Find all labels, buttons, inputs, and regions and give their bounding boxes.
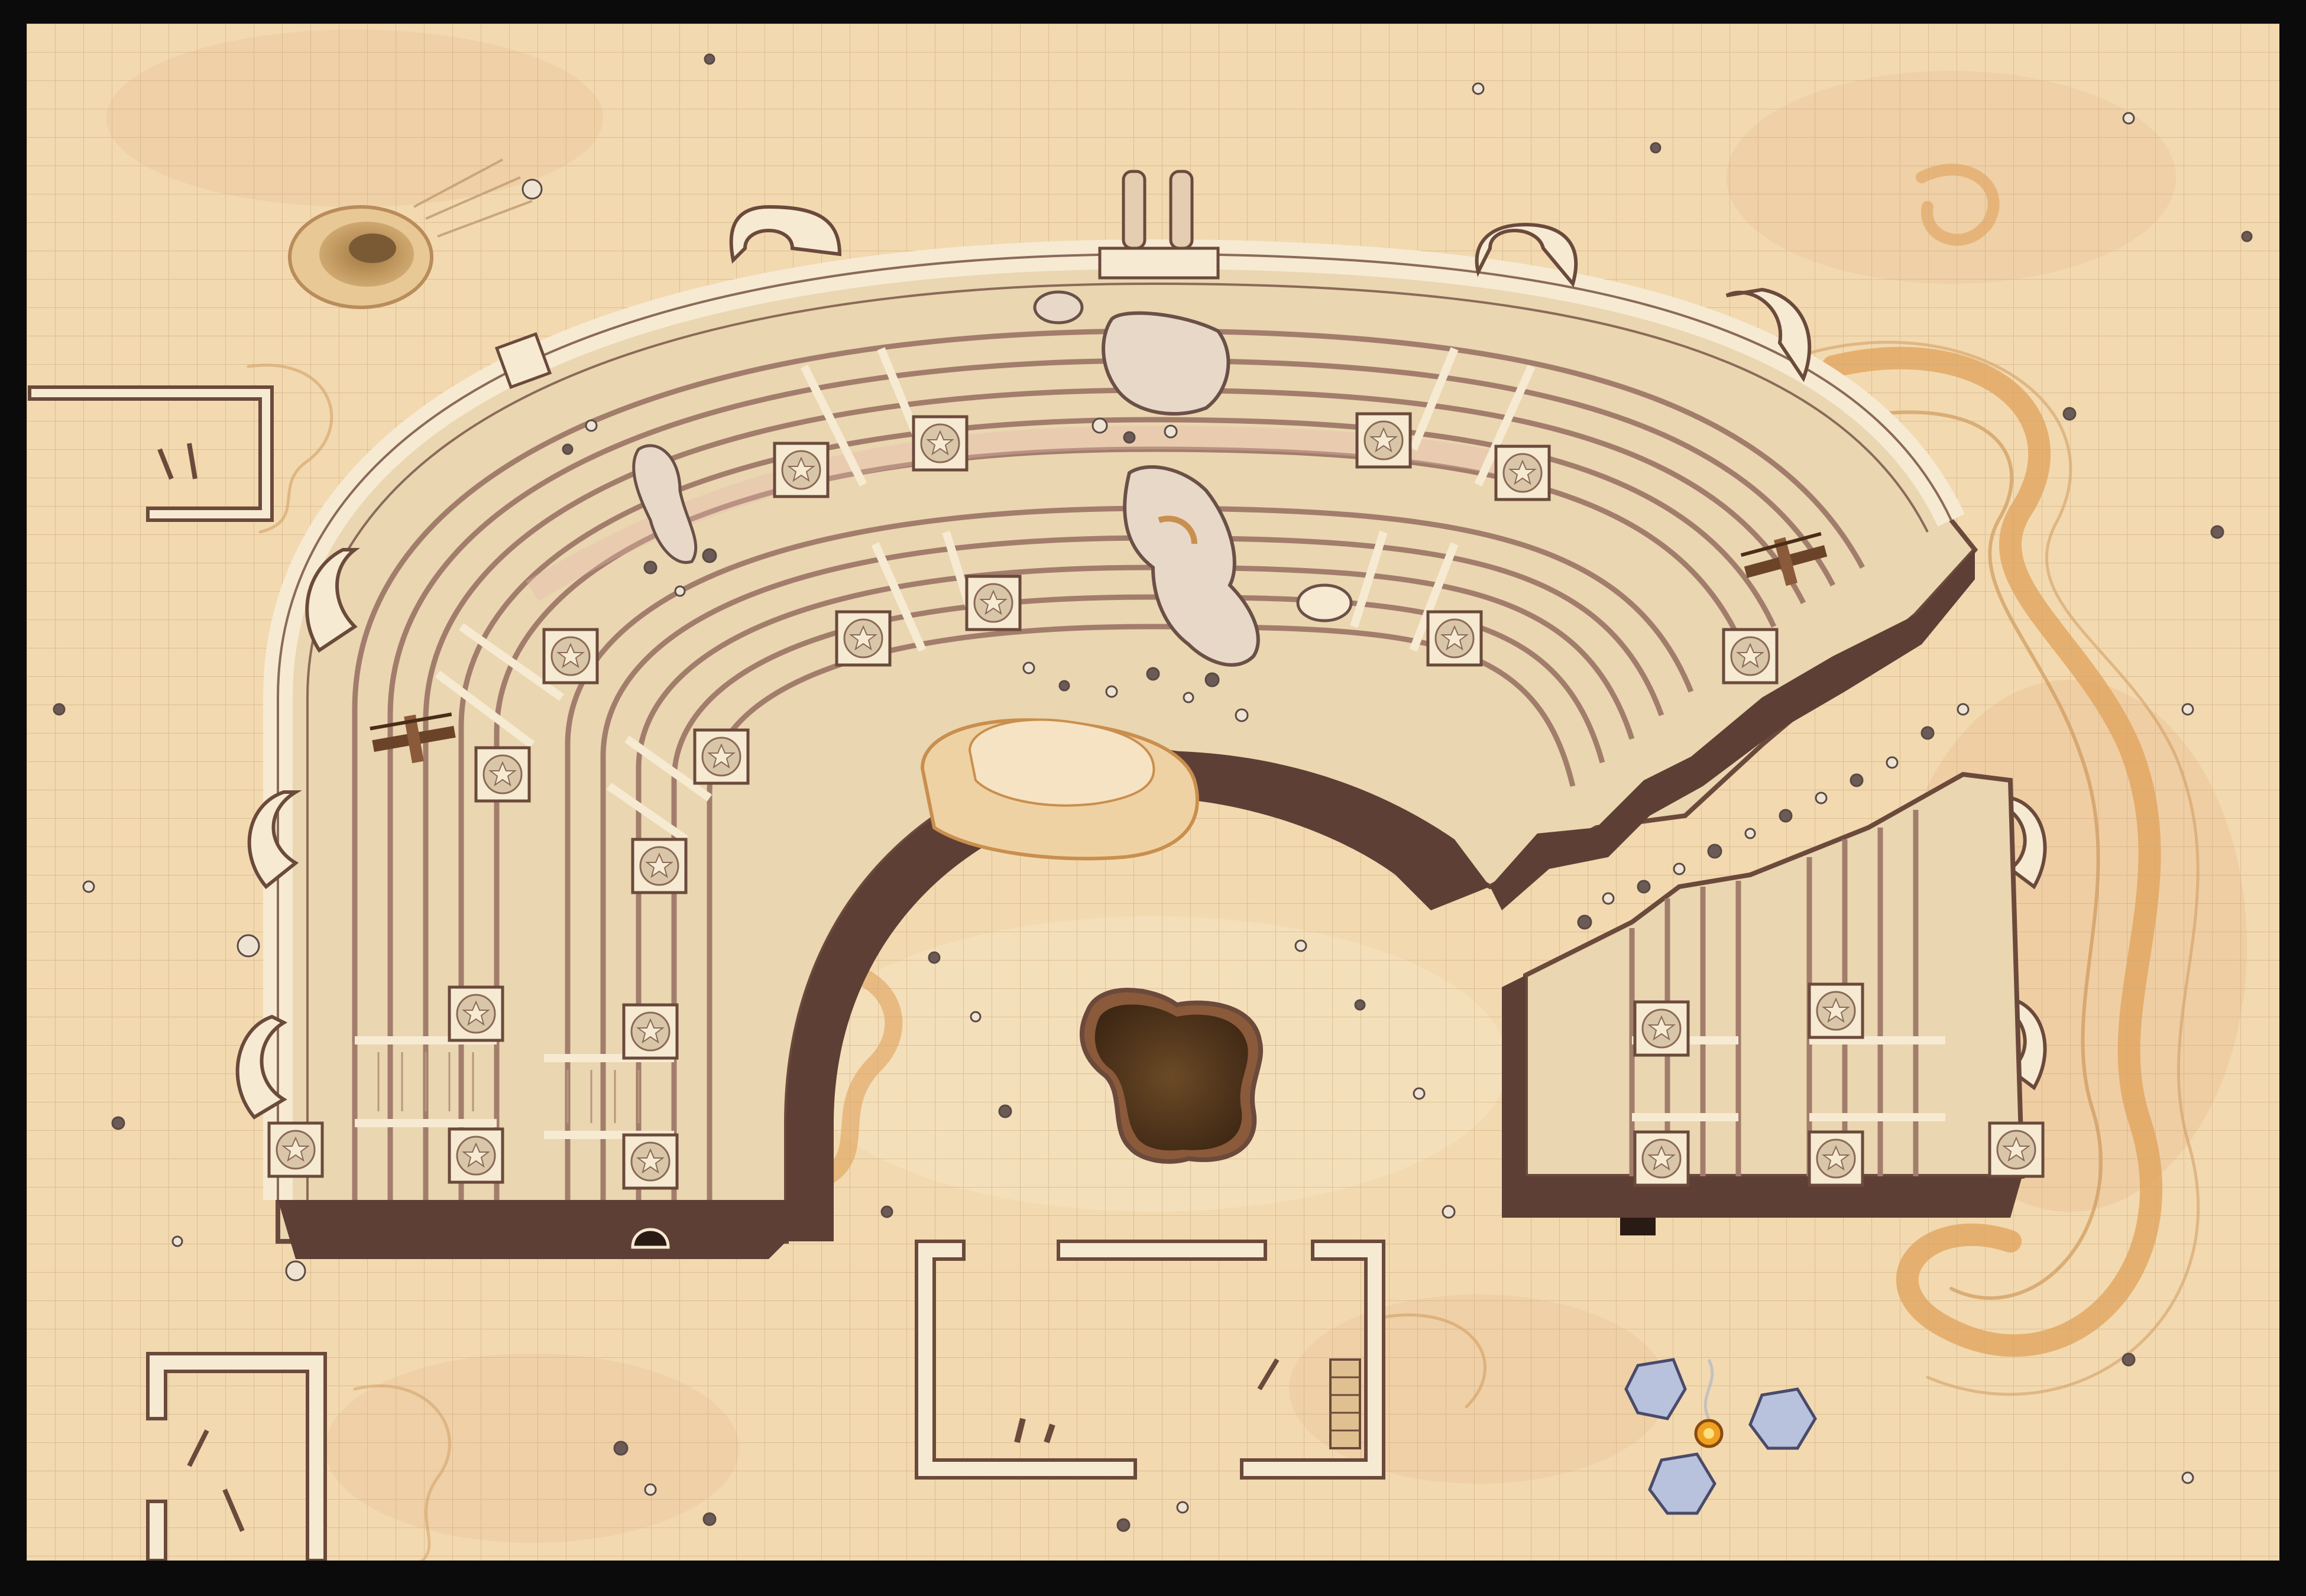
right-wing-tunnel (1620, 1218, 1656, 1235)
seat-marker (449, 987, 503, 1040)
seat-marker (695, 730, 748, 783)
north-gate-platform (1100, 248, 1218, 278)
ruin-central-stairs (1330, 1360, 1360, 1448)
seat-marker (775, 443, 828, 497)
left-wing-cliff (278, 1200, 786, 1259)
seat-marker (449, 1129, 503, 1182)
seat-marker (1635, 1002, 1688, 1055)
seat-marker (544, 630, 597, 683)
seat-marker (624, 1135, 677, 1188)
seat-marker (624, 1005, 677, 1058)
seat-marker (1357, 414, 1410, 467)
seat-marker (967, 576, 1020, 630)
column-right (1171, 171, 1192, 248)
seat-marker (914, 417, 967, 470)
seat-marker (633, 839, 686, 893)
seat-marker (1809, 984, 1863, 1037)
seat-marker (1809, 1132, 1863, 1185)
seat-marker (1724, 630, 1777, 683)
seat-marker (1428, 612, 1481, 665)
seat-marker (476, 748, 529, 801)
seat-marker (1635, 1132, 1688, 1185)
seat-marker (269, 1123, 322, 1176)
seat-marker (837, 612, 890, 665)
seat-marker (1496, 446, 1549, 499)
column-left (1123, 171, 1145, 248)
seat-marker (1990, 1123, 2043, 1176)
